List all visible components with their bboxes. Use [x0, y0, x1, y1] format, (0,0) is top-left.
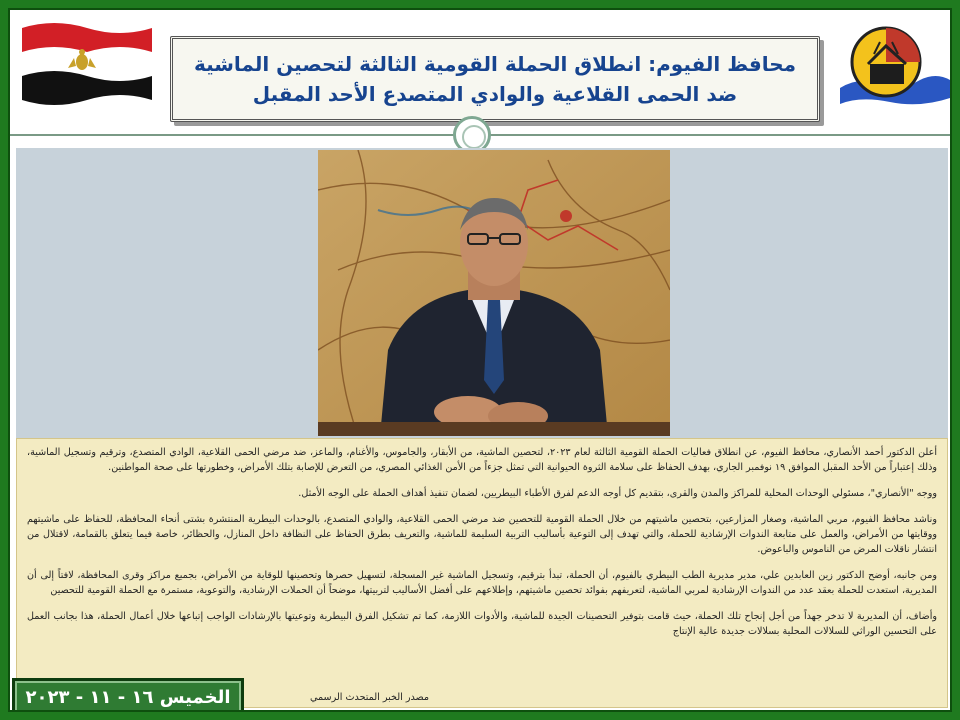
- egypt-flag-icon: [20, 18, 154, 106]
- bulletin-frame: [8, 8, 952, 712]
- article-body: [16, 438, 948, 708]
- article-paragraph: ومن جانبه، أوضح الدكتور زين العابدين علي، مدير مديرية الطب البيطري بالفيوم، أن الحملة، تبدأ بترقيم، وتسجيل الماشية غير المسجلة، لتسهيل حصرها وتحصينها للوقاية من الأمراض، بجميع مراكز وقرى المحافظة، لافتاً إلى أن المديرية، استعدت للحملة بعقد عدد من الندوات الإرشادية لمربي الماشية، لتعريفهم بفوائد تحصين ماشيتهم، وإطلاعهم على أفضل الأساليب لتربيتها، موضحاً أن الحملات الإرشادية، والتوعوية، مستمرة مع الحملة القومية للتحصين: [27, 570, 937, 596]
- governor-photo: [318, 150, 670, 436]
- date-badge: الخميس ١٦ - ١١ - ٢٠٢٣: [12, 678, 244, 712]
- article-paragraph: أعلن الدكتور أحمد الأنصاري، محافظ الفيوم، عن انطلاق فعاليات الحملة القومية الثالثة لعام ٢٠٢٣، لتحصين الماشية، من الأبقار، والجاموس، والأغنام، والماعز، ضد مرضي الحمى القلاعية، الوادي المتصدع، وترقيم وتسجيل الماشية، وذلك إعتباراً من الأحد المقبل الموافق ١٩ نوفمبر الجاري، بهدف الحفاظ على سلامة الثروة الحيوانية التي تمثل جزءاً من الأمن الغذائي المصري، من التعرض للإصابة بتلك الأمراض، وخطورتها على صحة المواطنين.: [27, 447, 938, 473]
- article-paragraph: وناشد محافظ الفيوم، مربي الماشية، وصغار المزارعين، بتحصين ماشيتهم من خلال الحملة القومية للتحصين ضد مرضي الحمى القلاعية، والوادي المتصدع، بالوحدات البيطرية المنتشرة بشتى أنحاء المحافظة، للحفاظ على ماشيتهم ووقايتها من الأمراض، والعمل على متابعة الندوات الإرشادية للحملة، والتي تهدف إلى التوعية بأساليب التربية السليمة للماشية، والتعريف بطرق الحفاظ على النظافة داخل المنازل، والحظائر، خاصة فيما يتعلق بالقمامة، لاقتلال من انتشار ناقلات المرض من الناموس والباعوض.: [27, 514, 937, 555]
- headline-box: [170, 36, 820, 122]
- fayoum-logo-icon: [840, 24, 950, 110]
- news-source: مصدر الخبر المتحدث الرسمي: [310, 692, 429, 703]
- photo-band: [16, 148, 948, 438]
- headline: محافظ الفيوم: انطلاق الحملة القومية الثالثة لتحصين الماشية ضد الحمى القلاعية والوادي المتصدع الأحد المقبل: [193, 52, 797, 106]
- article-paragraph: ووجه "الأنصاري"، مسئولي الوحدات المحلية للمراكز والمدن والقرى، بتقديم كل أوجه الدعم لفرق الأطباء البيطريين، لضمان تنفيذ أهداف الحملة على الوجه الأمثل.: [298, 488, 937, 499]
- article-paragraph: وأضاف، أن المديرية لا تدخر جهداً من أجل إنجاح تلك الحملة، حيث قامت بتوفير التحصينات الجيدة للماشية، والأدوات اللازمة، كما تم تشكيل الفرق البيطرية وتوعيتها بالإرشادات الواجب إتباعها خلال أعمال الحملة، هذا بجانب العمل على التحسين الوراثي للسلالات المحلية بسلالات جديدة عالية الإنتاج: [27, 611, 937, 637]
